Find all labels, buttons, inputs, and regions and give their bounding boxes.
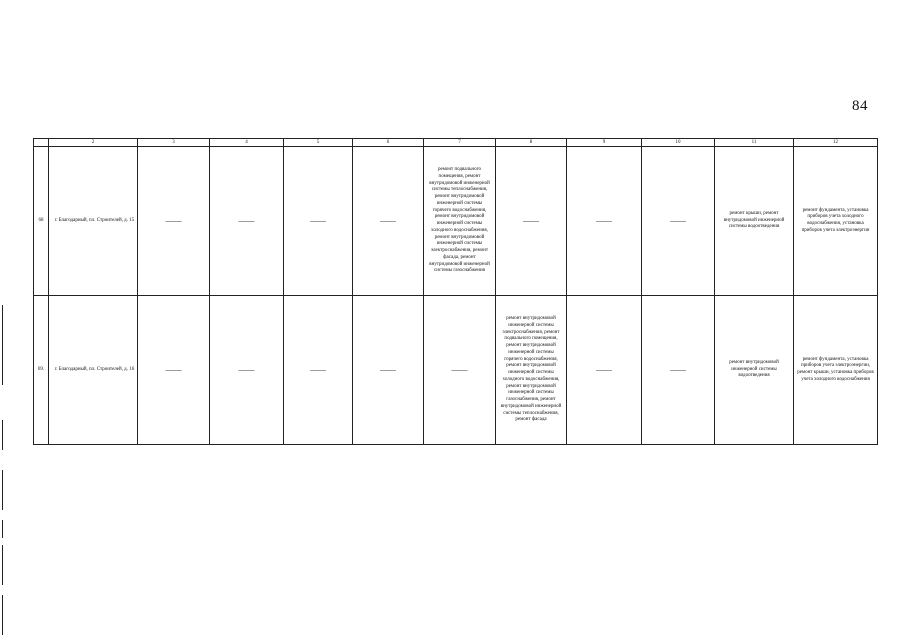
dash: —— <box>596 364 612 374</box>
dash: —— <box>238 364 255 374</box>
scan-edge-mark <box>2 305 3 385</box>
empty-dash-cell <box>284 296 353 445</box>
header-cell: 10 <box>642 139 715 147</box>
empty-dash-cell <box>138 147 210 296</box>
dash: —— <box>380 364 396 374</box>
scan-edge-mark <box>2 595 3 635</box>
empty-dash-cell <box>210 296 284 445</box>
dash: —— <box>523 215 539 225</box>
works-cell: ремонт крыши, ремонт внутридомовой инженерной системы водоотведения <box>715 147 794 296</box>
scan-edge-mark <box>2 545 3 585</box>
empty-dash-cell <box>567 296 642 445</box>
header-cell: 8 <box>496 139 567 147</box>
header-cell: 7 <box>424 139 496 147</box>
header-cell: 2 <box>49 139 138 147</box>
dash: —— <box>310 215 326 225</box>
header-cell: 11 <box>715 139 794 147</box>
empty-dash-cell <box>210 147 284 296</box>
dash: —— <box>380 215 396 225</box>
empty-dash-cell <box>284 147 353 296</box>
dash: —— <box>165 364 182 374</box>
header-row <box>34 139 878 147</box>
header-cell <box>34 139 49 147</box>
empty-dash-cell <box>138 296 210 445</box>
dash: —— <box>670 364 686 374</box>
scan-edge-mark <box>2 470 3 510</box>
empty-dash-cell <box>642 147 715 296</box>
empty-dash-cell <box>567 147 642 296</box>
table-row <box>34 147 878 296</box>
address-cell: г. Благодарный, пл. Строителей, д. 16 <box>49 296 138 445</box>
page-number: 84 <box>852 98 868 114</box>
dash: —— <box>310 364 326 374</box>
table-row <box>34 296 878 445</box>
header-cell: 9 <box>567 139 642 147</box>
works-cell: ремонт фундамента, установка приборов учета холодного водоснабжения, установка приборов учета электроэнергии <box>794 147 878 296</box>
header-cell: 5 <box>284 139 353 147</box>
empty-dash-cell <box>496 147 567 296</box>
address-cell: г. Благодарный, пл. Строителей, д. 15 <box>49 147 138 296</box>
header-cell: 12 <box>794 139 878 147</box>
works-cell: ремонт фундамента, установка приборов учета электроэнергии, ремонт крыши, установка приборов учета холодного водоснабжения <box>794 296 878 445</box>
row-number: 68 <box>34 147 49 296</box>
dash: —— <box>451 364 468 374</box>
repair-plan-table <box>33 138 878 445</box>
empty-dash-cell <box>353 296 424 445</box>
scan-edge-mark <box>2 420 3 450</box>
scan-edge-mark <box>2 520 3 538</box>
empty-dash-cell <box>353 147 424 296</box>
row-number: 69. <box>34 296 49 445</box>
dash: —— <box>238 215 255 225</box>
dash: —— <box>165 215 182 225</box>
header-cell: 3 <box>138 139 210 147</box>
dash: —— <box>670 215 686 225</box>
dash: —— <box>596 215 612 225</box>
works-cell: ремонт внутридомовой инженерной системы водоотведения <box>715 296 794 445</box>
works-cell: ремонт подвального помещения, ремонт внутридомовой инженерной системы теплоснабжения, ремонт внутридомовой инженерной системы горячего водоснабжения, ремонт внутридомовой инженерной системы холодного водоснабжения, ремонт внутридомовой инженерной системы электроснабжения, ремонт фасада, ремонт внутридомовой инженерной системы газоснабжения <box>424 147 496 296</box>
header-cell: 4 <box>210 139 284 147</box>
works-cell: ремонт внутридомовой инженерной системы электроснабжения, ремонт подвального помещения, ремонт внутридомовой инженерной системы горячего водоснабжения, ремонт внутридомовой инженерной системы холодного водоснабжения, ремонт внутридомовой инженерной системы газоснабжения, ремонт внутридомовой инженерной системы теплоснабжения, ремонт фасада <box>496 296 567 445</box>
header-cell: 6 <box>353 139 424 147</box>
empty-dash-cell <box>642 296 715 445</box>
empty-dash-cell <box>424 296 496 445</box>
